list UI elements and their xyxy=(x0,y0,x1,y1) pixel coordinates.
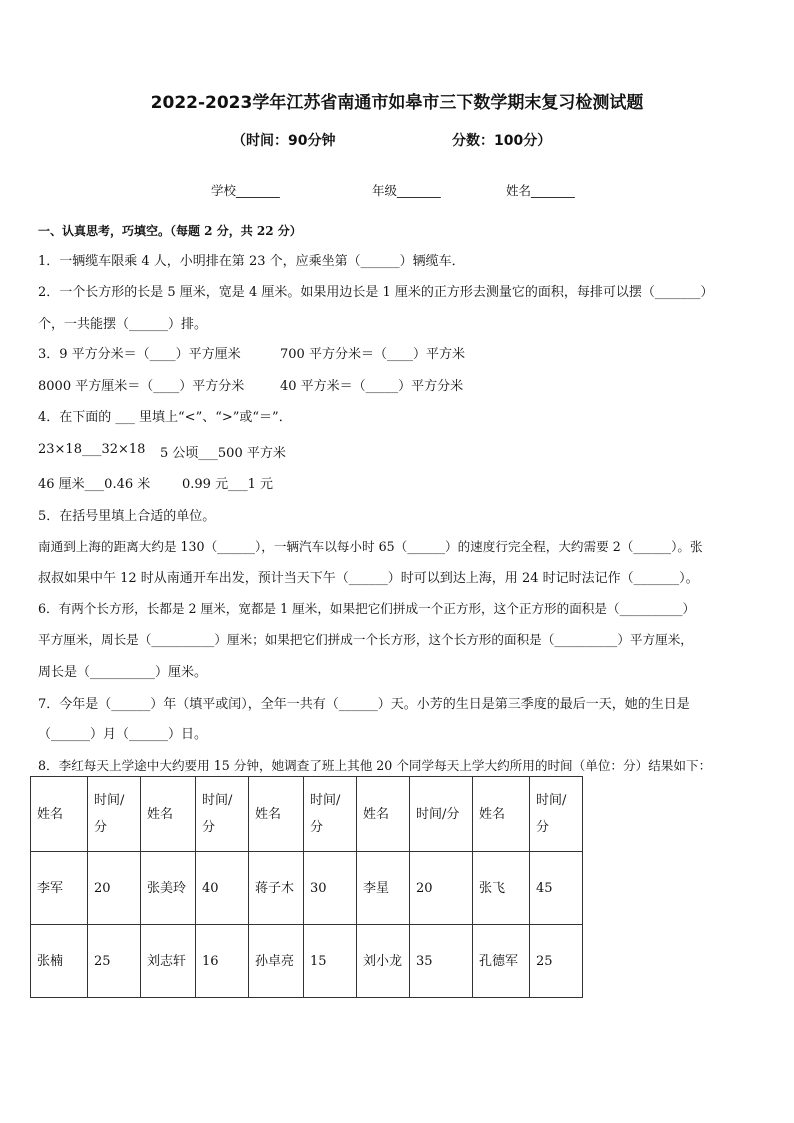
table-cell: 30 xyxy=(304,852,357,925)
question-4-item-1: 23×18___32×18 xyxy=(38,442,146,457)
question-3-item-3: 8000 平方厘米＝（____）平方分米 xyxy=(38,379,245,394)
table-row xyxy=(31,852,583,925)
time-label: （时间：90分钟 xyxy=(232,133,336,149)
question-2-line-2: 个，一共能摆（______）排。 xyxy=(38,317,208,332)
name-field[interactable]: 姓名_______ xyxy=(506,183,575,198)
header-cell: 姓名 xyxy=(357,777,410,852)
table-cell: 张美玲 xyxy=(141,852,196,925)
header-cell: 时间/分 xyxy=(410,777,473,852)
question-5-line-1: 南通到上海的距离大约是 130（______），一辆汽车以每小时 65（______）的速度行完全程，大约需要 2（______）。张 xyxy=(38,539,703,554)
school-field[interactable]: 学校_______ xyxy=(211,183,280,198)
section-heading: 一、认真思考，巧填空。（每题 2 分，共 22 分） xyxy=(38,224,302,238)
table-cell: 40 xyxy=(196,852,249,925)
question-4: 4．在下面的 ___ 里填上“<”、“>”或“＝”． xyxy=(38,410,292,425)
table-cell: 李星 xyxy=(357,852,410,925)
table-cell: 孙卓亮 xyxy=(249,925,304,998)
question-3-item-2: 700 平方分米＝（____）平方米 xyxy=(280,347,465,362)
table-cell: 李军 xyxy=(31,852,88,925)
question-7-line-1: 7．今年是（______）年（填平或闰），全年一共有（______）天。小芳的生日是第三季度的最后一天，她的生日是 xyxy=(38,697,690,712)
table-cell: 孔德军 xyxy=(473,925,530,998)
question-3-item-1: 3．9 平方分米＝（____）平方厘米 xyxy=(38,347,241,362)
question-6-line-3: 周长是（__________）厘米。 xyxy=(38,665,208,680)
table-cell: 张楠 xyxy=(31,925,88,998)
table-cell: 刘小龙 xyxy=(357,925,410,998)
question-5: 5．在括号里填上合适的单位。 xyxy=(38,509,216,524)
header-cell: 姓名 xyxy=(249,777,304,852)
table-cell: 20 xyxy=(410,852,473,925)
table-cell: 35 xyxy=(410,925,473,998)
header-cell: 姓名 xyxy=(31,777,88,852)
question-7-line-2: （______）月（______）日。 xyxy=(38,727,208,742)
table-cell: 25 xyxy=(530,925,583,998)
question-6-line-2: 平方厘米，周长是（__________）厘米；如果把它们拼成一个长方形，这个长方形的面积是（__________）平方厘米， xyxy=(38,632,693,647)
question-2-line-1: 2．一个长方形的长是 5 厘米，宽是 4 厘米。如果用边长是 1 厘米的正方形去测量它的面积，每排可以摆（_______） xyxy=(38,285,714,300)
header-cell: 姓名 xyxy=(473,777,530,852)
header-cell: 时间/分 xyxy=(196,777,249,852)
question-6-line-1: 6．有两个长方形，长都是 2 厘米，宽都是 1 厘米，如果把它们拼成一个正方形，这个正方形的面积是（__________） xyxy=(38,601,696,616)
table-row xyxy=(31,925,583,998)
score-label: 分数：100分） xyxy=(452,133,552,149)
table-cell: 25 xyxy=(88,925,141,998)
question-4-item-3: 46 厘米___0.46 米 xyxy=(38,477,151,492)
header-cell: 姓名 xyxy=(141,777,196,852)
page-title: 2022-2023学年江苏省南通市如皋市三下数学期末复习检测试题 xyxy=(150,93,644,113)
grade-field[interactable]: 年级_______ xyxy=(372,183,441,198)
table-cell: 16 xyxy=(196,925,249,998)
survey-table xyxy=(30,776,583,998)
table-cell: 蒋子木 xyxy=(249,852,304,925)
question-3-item-4: 40 平方米＝（_____）平方分米 xyxy=(280,379,464,394)
table-header-row xyxy=(31,777,583,852)
table-cell: 15 xyxy=(304,925,357,998)
table-cell: 20 xyxy=(88,852,141,925)
question-4-item-2: 5 公顷___500 平方米 xyxy=(160,446,286,461)
header-cell: 时间/分 xyxy=(530,777,583,852)
question-8: 8．李红每天上学途中大约要用 15 分钟，她调查了班上其他 20 个同学每天上学大约所用的时间（单位：分）结果如下： xyxy=(38,758,712,773)
header-cell: 时间/分 xyxy=(304,777,357,852)
question-1: 1．一辆缆车限乘 4 人，小明排在第 23 个，应乘坐第（______）辆缆车． xyxy=(38,254,465,269)
table-cell: 张飞 xyxy=(473,852,530,925)
question-5-line-2: 叔叔如果中午 12 时从南通开车出发，预计当天下午（______）时可以到达上海，用 24 时记时法记作（_______）。 xyxy=(38,571,699,586)
table-cell: 45 xyxy=(530,852,583,925)
question-4-item-4: 0.99 元___1 元 xyxy=(182,477,273,492)
header-cell: 时间/分 xyxy=(88,777,141,852)
table-cell: 刘志轩 xyxy=(141,925,196,998)
